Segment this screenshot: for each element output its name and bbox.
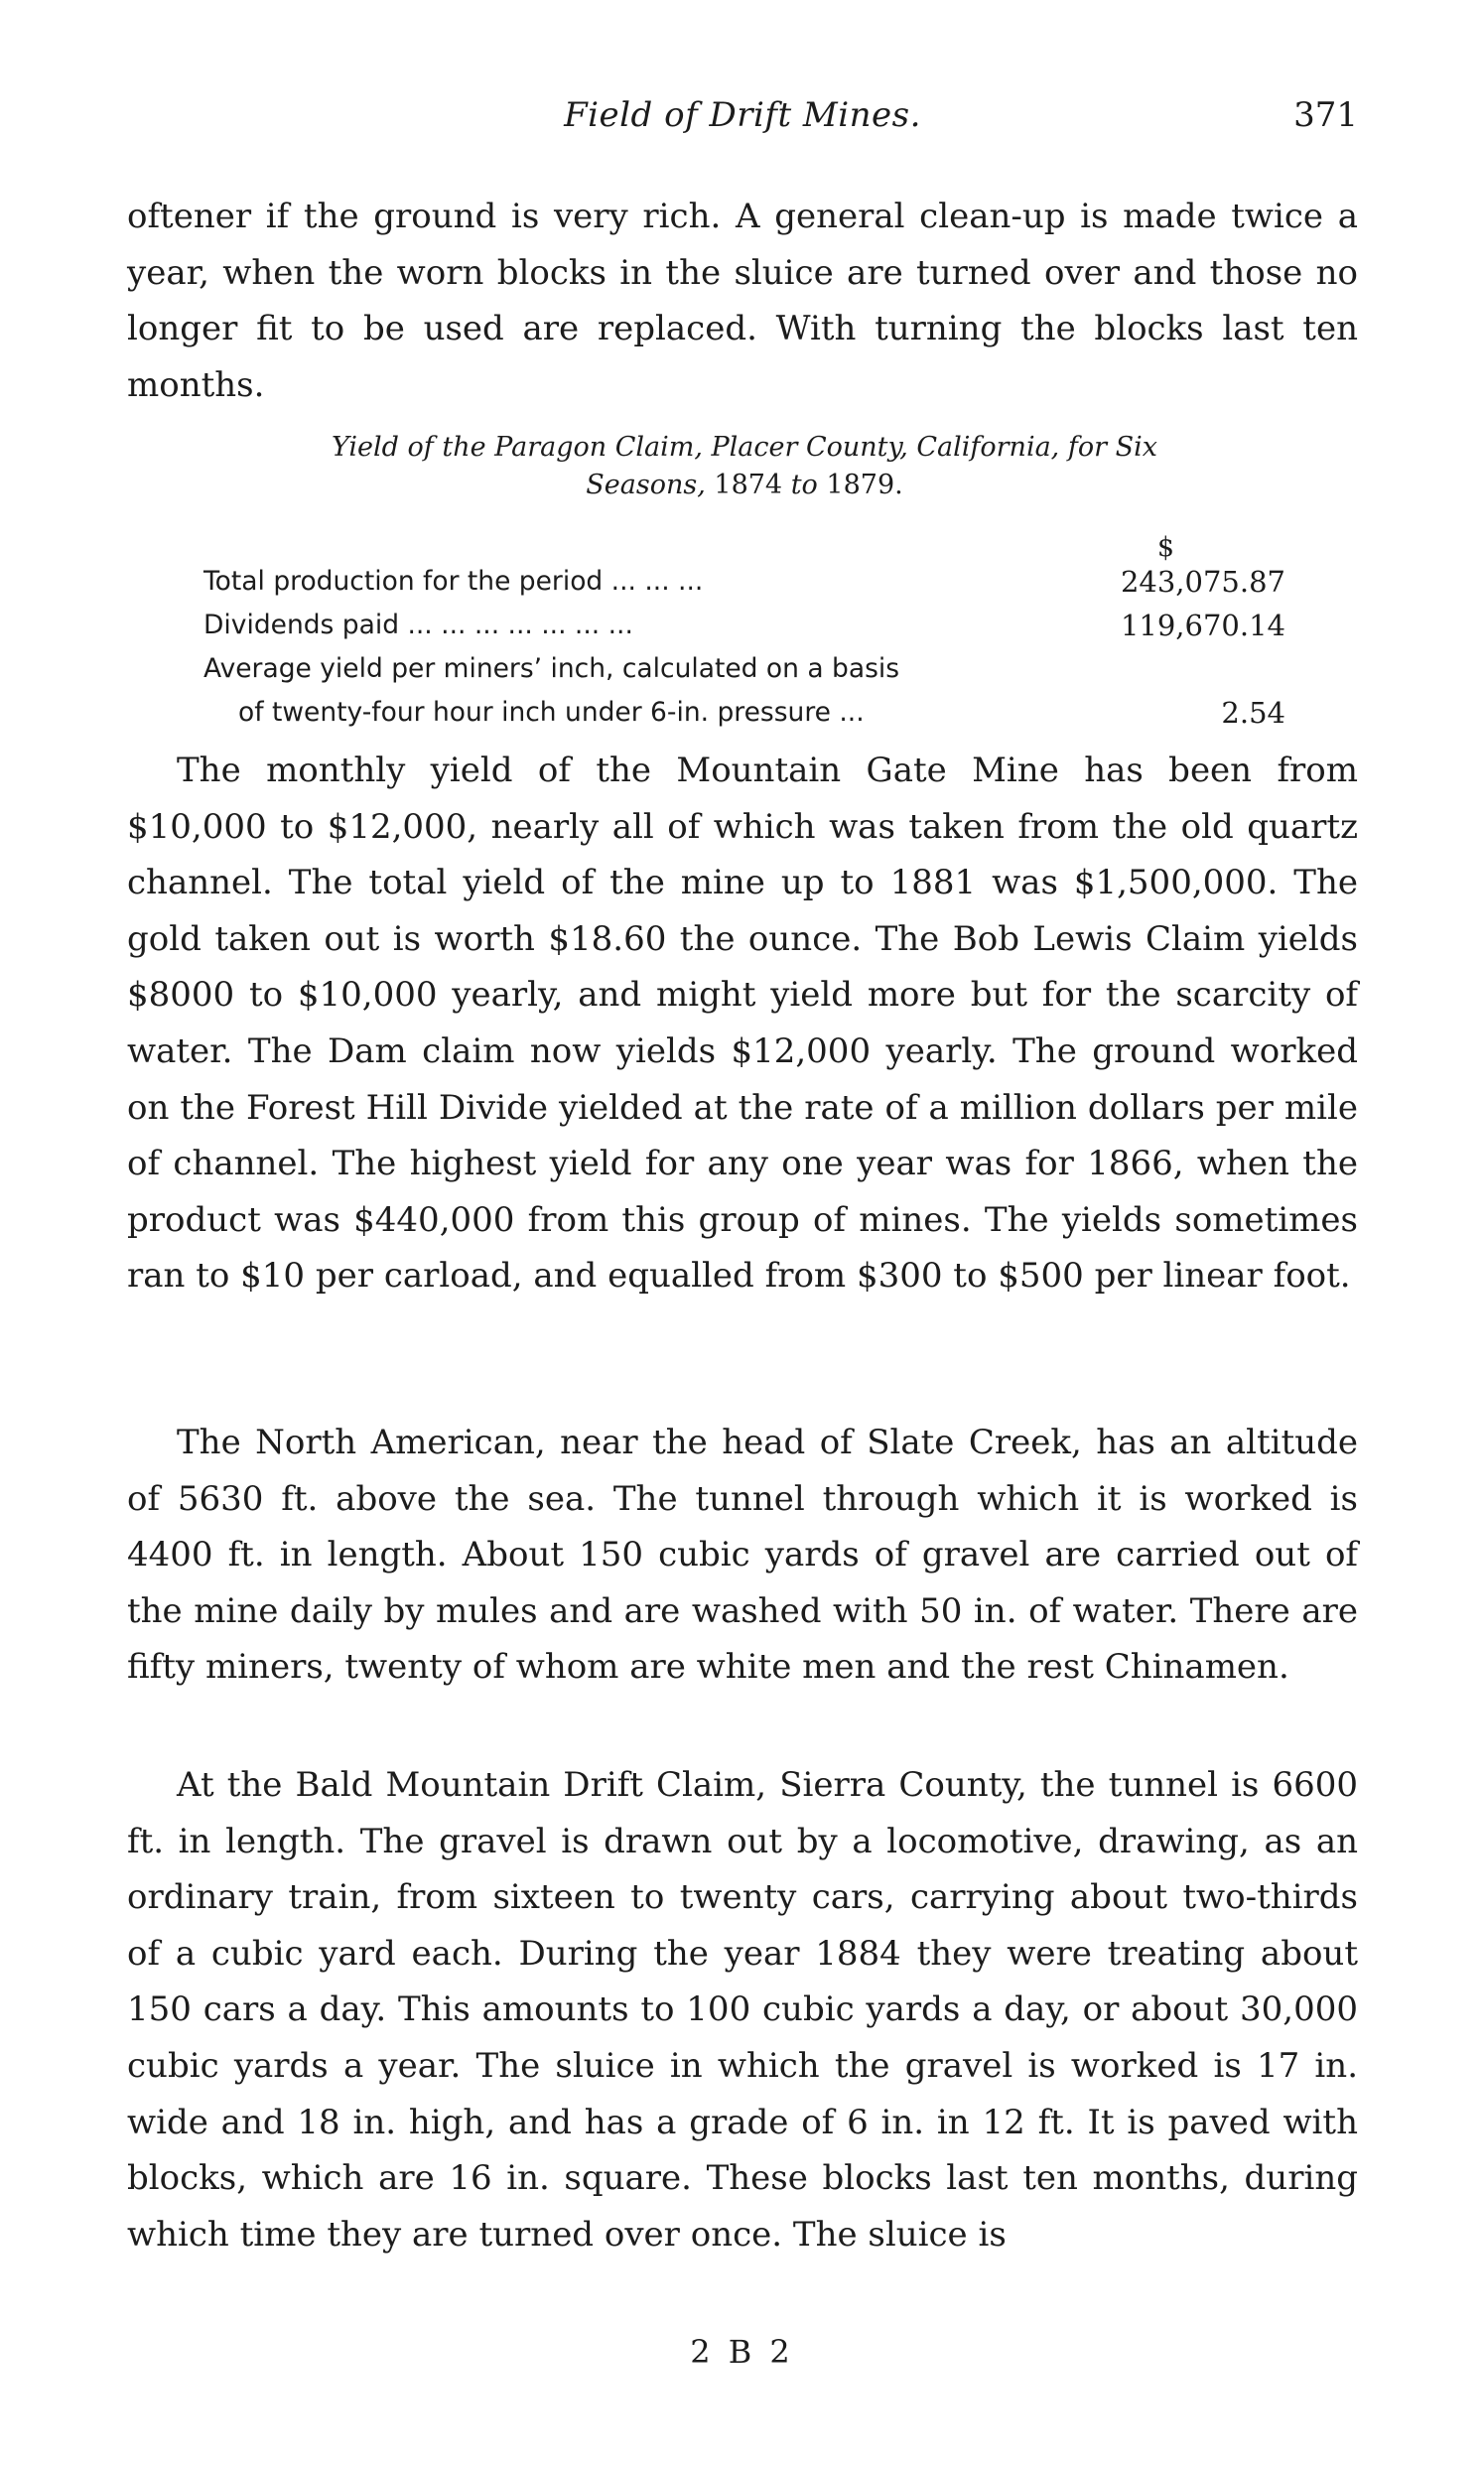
row-label: Total production for the period ... ... ... bbox=[203, 566, 704, 597]
row-label: Average yield per miners’ inch, calculated on a basis bbox=[203, 653, 900, 684]
table-row-dividends bbox=[203, 604, 1285, 647]
row-label: Dividends paid ... ... ... ... ... ... ... bbox=[203, 610, 633, 640]
paragraph-bald-mountain: At the Bald Mountain Drift Claim, Sierra County, the tunnel is 6600 ft. in length. The gravel is drawn out by a locomotive, drawing, as an ordinary train, from sixteen to twenty cars, carrying about two-thirds of a cubic yard each. During the year 1884 they were treating about 150 cars a day. This amounts to 100 cubic yards a day, or about 30,000 cubic yards a year. The sluice in which the gravel is worked is 17 in. wide and 18 in. high, and has a grade of 6 in. in 12 ft. It is paved with blocks, which are 16 in. square. These blocks last ten months, during which time they are turned over once. The sluice is bbox=[127, 1765, 1358, 2255]
row-value: 119,670.14 bbox=[1120, 609, 1285, 642]
yield-table bbox=[203, 532, 1285, 735]
row-label: of twenty-four hour inch under 6-in. pressure ... bbox=[238, 697, 865, 728]
caption-end-year: 1879. bbox=[826, 470, 903, 500]
table-caption-line-1: Yield of the Paragon Claim, Placer County, California, for Six bbox=[332, 432, 1157, 463]
unit-row bbox=[203, 532, 1285, 563]
row-value: 243,075.87 bbox=[1120, 565, 1285, 599]
table-row-average-yield-cont bbox=[203, 691, 1285, 735]
paragraph-north-american: The North American, near the head of Slate Creek, has an altitude of 5630 ft. above the sea. The tunnel through which it is worked is 4400 ft. in length. About 150 cubic yards of gravel are carried out of the mine daily by mules and are washed with 50 in. of water. There are fifty miners, twenty of whom are white men and the rest Chinamen. bbox=[127, 1423, 1358, 1688]
row-value: 2.54 bbox=[1221, 696, 1285, 730]
dollar-unit: $ bbox=[1156, 532, 1174, 563]
signature-mark: 2 B 2 bbox=[690, 2333, 794, 2371]
caption-start-year: 1874 bbox=[714, 470, 783, 500]
caption-seasons: Seasons, bbox=[586, 470, 706, 500]
caption-to: to bbox=[790, 470, 818, 500]
table-caption-line-2 bbox=[199, 467, 1290, 504]
page-number: 371 bbox=[1293, 95, 1358, 135]
table-row-average-yield bbox=[203, 647, 1285, 691]
table-row-total-production bbox=[203, 560, 1285, 604]
table-caption bbox=[199, 429, 1290, 504]
running-head bbox=[127, 95, 1358, 145]
paragraph-mountain-gate: The monthly yield of the Mountain Gate Mine has been from $10,000 to $12,000, nearly all of which was taken from the old quartz channel. The total yield of the mine up to 1881 was $1,500,000. The gold taken out is worth $18.60 the ounce. The Bob Lewis Claim yields $8000 to $10,000 yearly, and might yield more but for the scarcity of water. The Dam claim now yields $12,000 yearly. The ground worked on the Forest Hill Divide yielded at the rate of a million dollars per mile of channel. The highest yield for any one year was for 1866, when the product was $440,000 from this group of mines. The yields sometimes ran to $10 per carload, and equalled from $300 to $500 per linear foot. bbox=[127, 751, 1358, 1297]
paragraph-clean-up: oftener if the ground is very rich. A general clean-up is made twice a year, when the worn blocks in the sluice are turned over and those no longer fit to be used are replaced. With turning the blocks last ten months. bbox=[127, 197, 1358, 405]
running-title: Field of Drift Mines. bbox=[564, 95, 921, 135]
